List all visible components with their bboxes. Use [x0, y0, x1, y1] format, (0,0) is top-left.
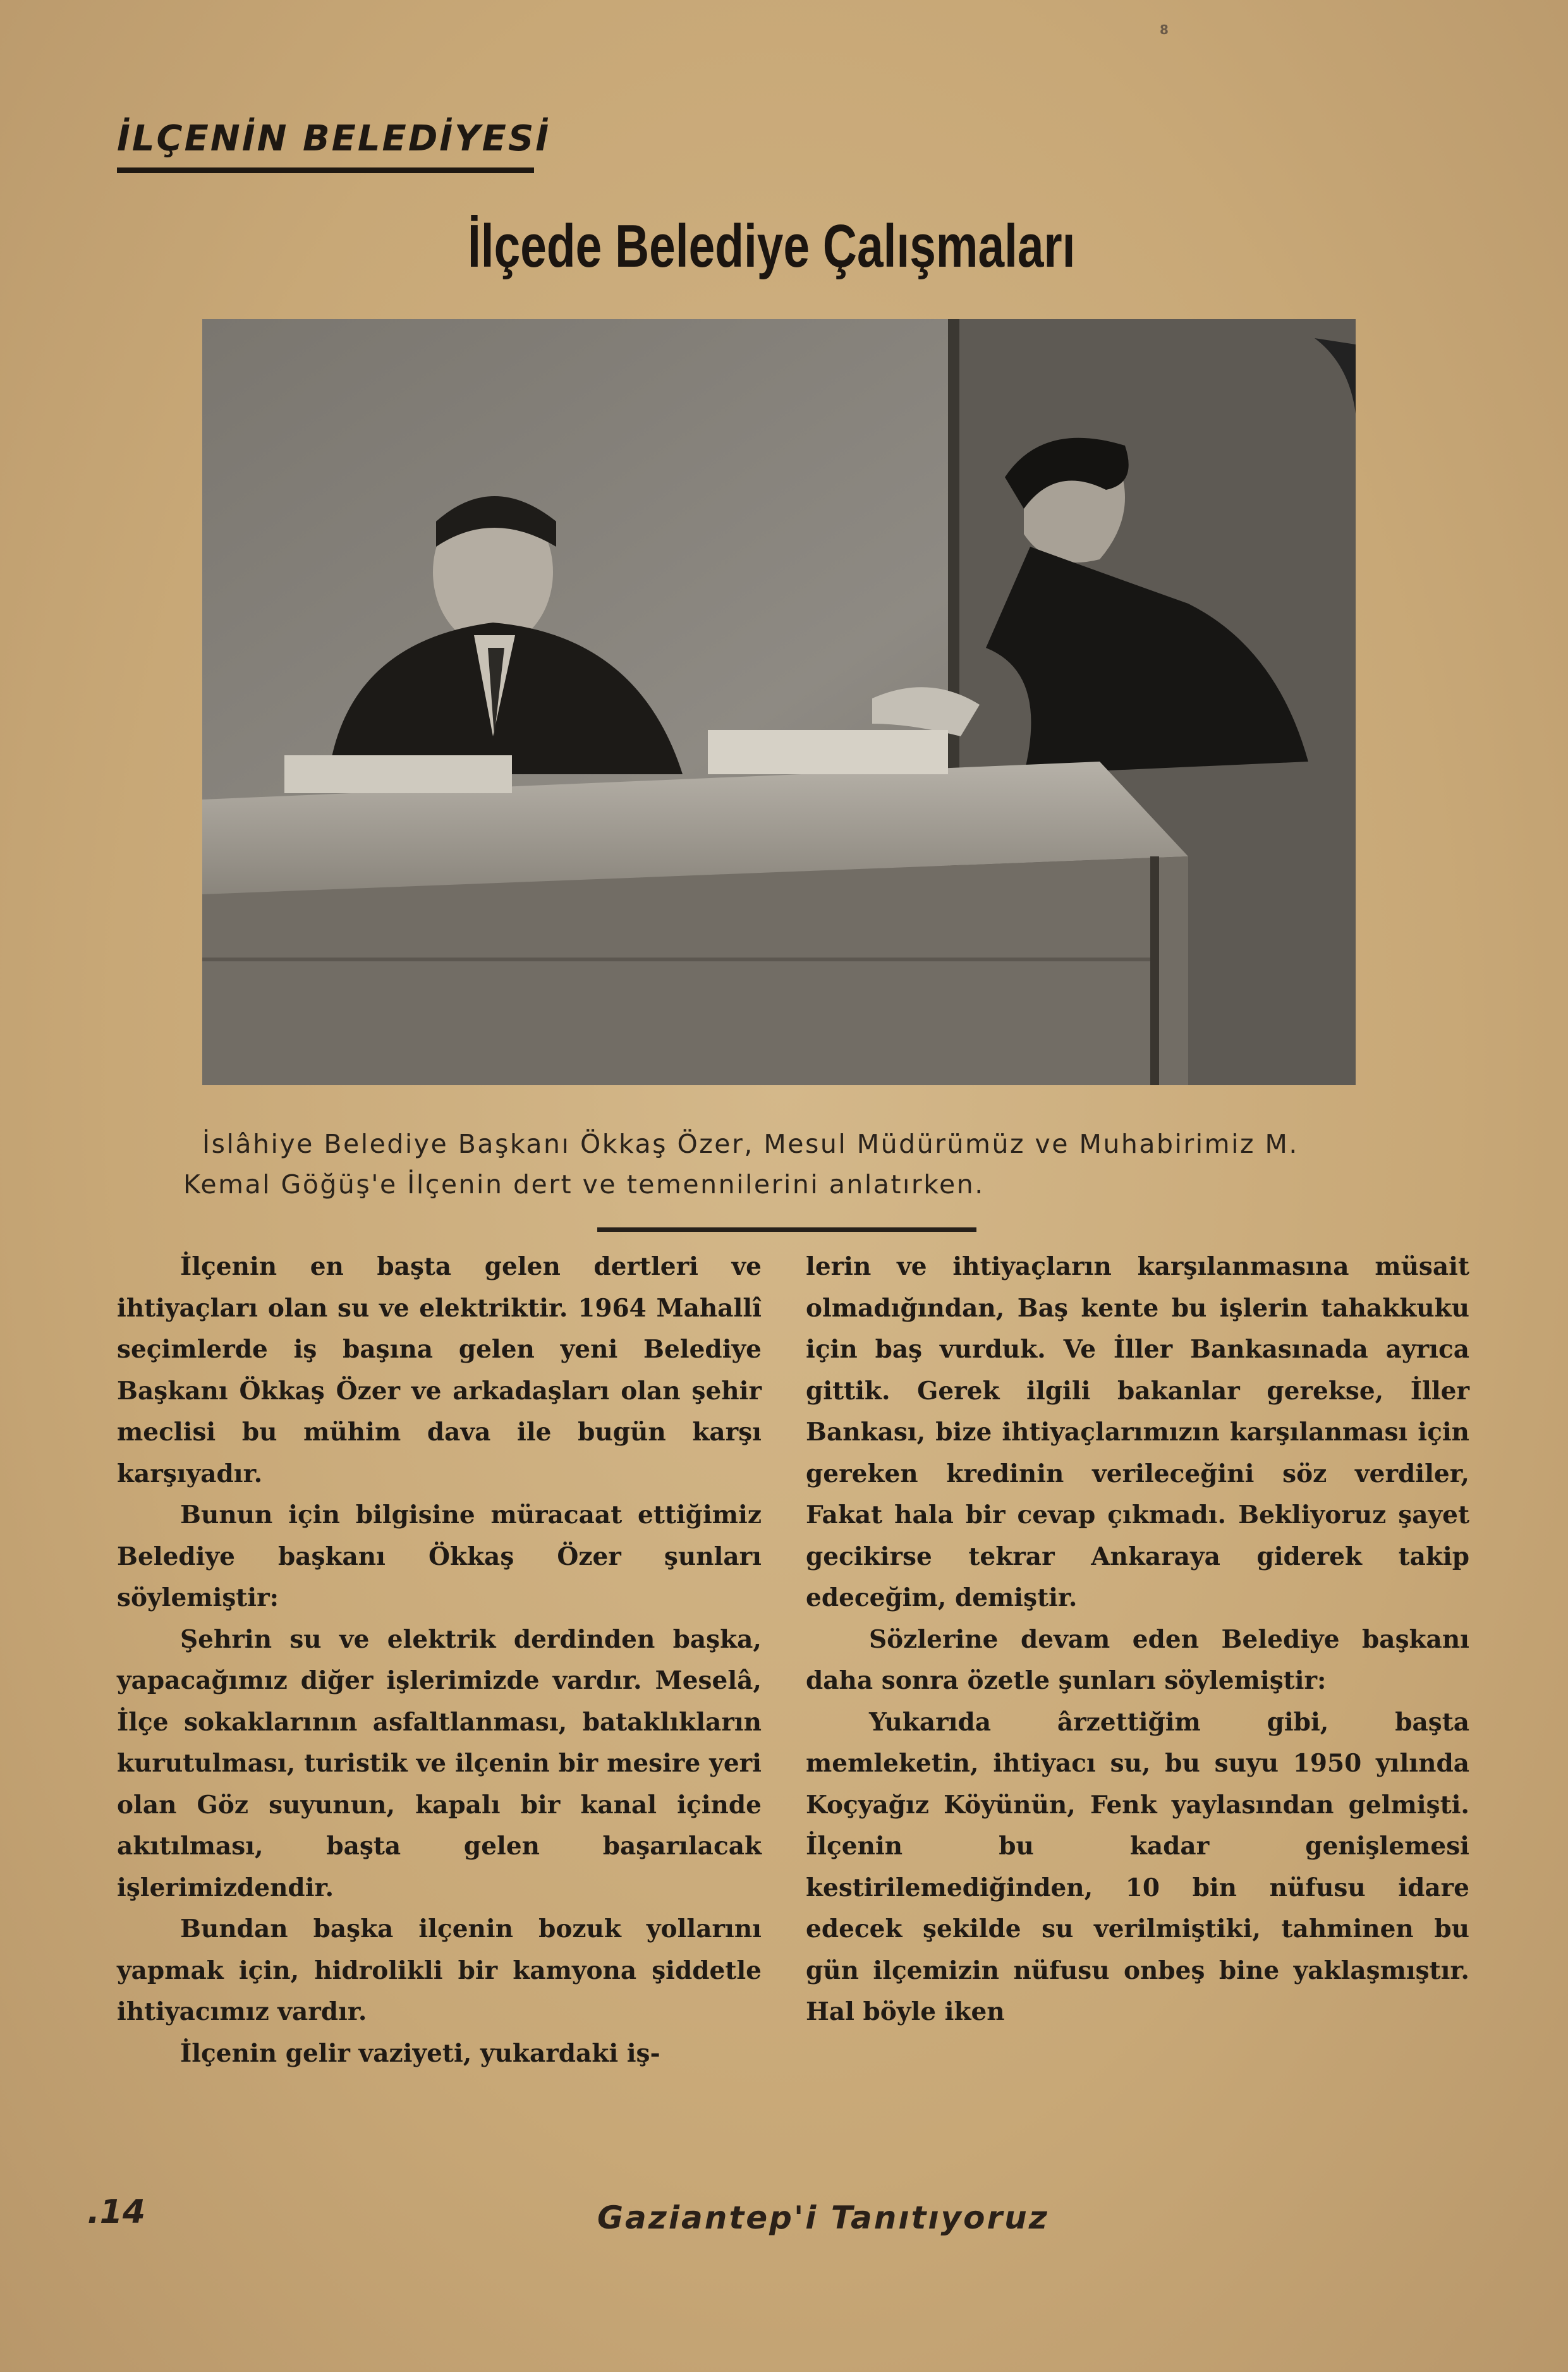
caption-line: İslâhiye Belediye Başkanı Ökkaş Özer, Mesul Müdürümüz ve Muhabirimiz M.	[202, 1129, 1299, 1159]
section-divider	[597, 1227, 976, 1232]
article-title: İlçede Belediye Çalışmaları	[468, 212, 1076, 280]
publication-title: Gaziantep'i Tanıtıyoruz	[597, 2199, 1049, 2236]
paragraph: Sözlerine devam eden Belediye başkanı daha sonra özetle şunları söylemiştir:	[806, 1624, 1469, 1695]
photo-caption	[183, 1124, 1441, 1206]
paragraph: Şehrin su ve elektrik derdinden başka, yapacağımız diğer işlerimizde vardır. Meselâ, İlçe sokaklarının asfaltlanması, bataklıkların kurutulması, turistik ve ilçenin bir mesire yeri olan Göz suyunun, kapalı bir kanal içinde akıtılması, başta gelen başarılacak işlerimizdendir.	[117, 1624, 762, 1902]
article-photo	[202, 319, 1356, 1085]
article-column-right	[806, 1246, 1469, 2131]
paragraph: İlçenin en başta gelen dertleri ve ihtiyaçları olan su ve elektriktir. 1964 Mahallî seçimlerde iş başına gelen yeni Belediye Başkanı Ökkaş Özer ve arkadaşları olan şehir meclisi bu mühim dava ile bugün karşı karşıyadır.	[117, 1252, 762, 1488]
paragraph: lerin ve ihtiyaçların karşılanmasına müsait olmadığından, Baş kente bu işlerin tahakkuku için baş vurduk. Ve İller Bankasınada ayrıca gittik. Gerek ilgili bakanlar gerekse, İller Bankası, bize ihtiyaçlarımızın karşılanması için gereken kredinin verileceğini söz verdiler, Fakat hala bir cevap çıkmadı. Bekliyoruz şayet gecikirse tekrar Ankaraya giderek takip edeceğim, demiştir.	[806, 1252, 1469, 1612]
paragraph: Bunun için bilgisine müracaat ettiğimiz Belediye başkanı Ökkaş Özer şunları söylemiştir:	[117, 1500, 762, 1612]
page-stamp-number: 8	[1160, 22, 1169, 37]
paragraph: Yukarıda ârzettiğim gibi, başta memleketin, ihtiyacı su, bu suyu 1950 yılında Koçyağız Köyünün, Fenk yaylasından gelmişti. İlçenin bu kadar genişlemesi kestirilemediğinden, 10 bin nüfusu idare edecek şekilde su verilmiştiki, tahminen bu gün ilçemizin nüfusu onbeş bine yaklaşmıştır. Hal böyle iken	[806, 1707, 1469, 2026]
paragraph: Bundan başka ilçenin bozuk yollarını yapmak için, hidrolikli bir kamyona şiddetle ihtiyacımız vardır.	[117, 1914, 762, 2026]
photo-illustration	[202, 319, 1356, 1085]
paragraph: İlçenin gelir vaziyeti, yukardaki iş-	[180, 2038, 660, 2068]
caption-line: Kemal Göğüş'e İlçenin dert ve temennilerini anlatırken.	[183, 1169, 985, 1200]
article-column-left	[117, 1246, 762, 2131]
page-number: .14	[87, 2193, 146, 2231]
section-label: İLÇENİN BELEDİYESİ	[117, 115, 534, 173]
